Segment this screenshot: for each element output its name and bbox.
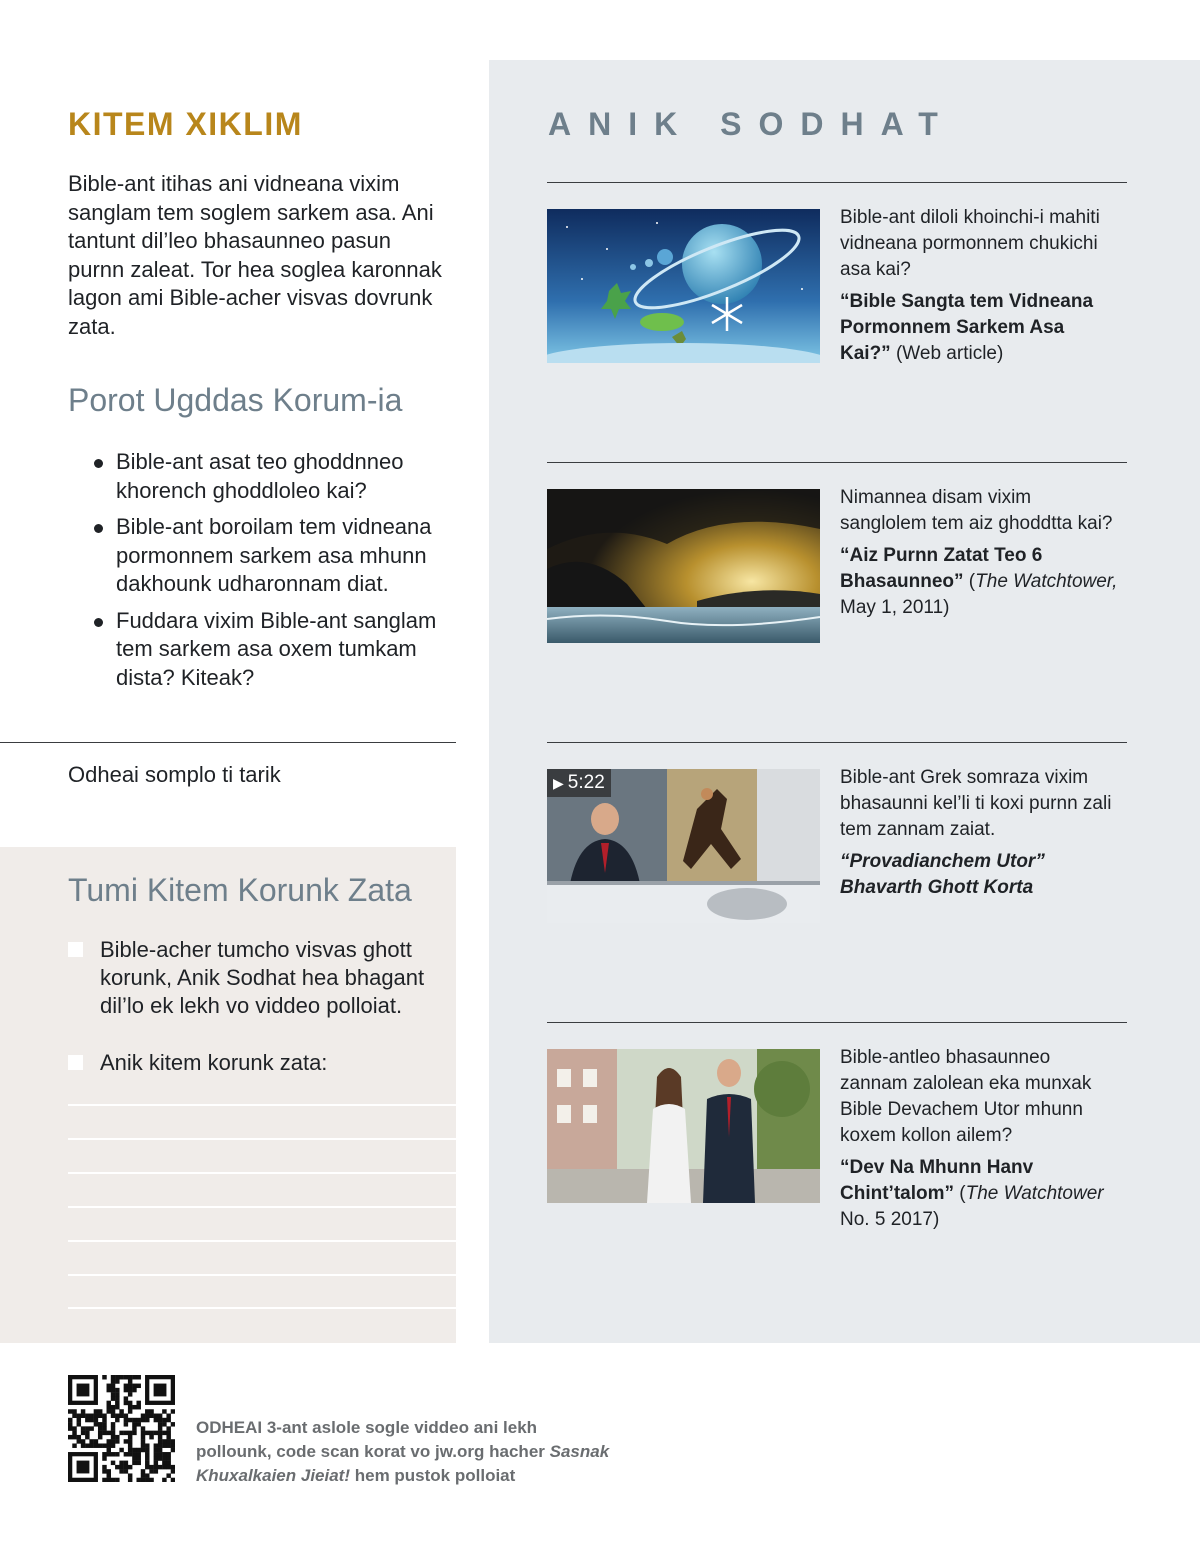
qr-code[interactable]	[68, 1375, 175, 1482]
experience-article-thumbnail[interactable]	[547, 1049, 820, 1203]
summary-text: Bible-ant itihas ani vidneana vixim sanglam tem soglem sarkem asa. Ani tantunt dil’leo bhasaunneo pasun purnn zaleat. Tor hea soglea karonnak lagon ami Bible-acher visvas dovrunk zata.	[68, 171, 442, 339]
explore-item-text: Nimannea disam vixim sanglolem tem aiz ghoddtta kai? “Aiz Purnn Zatat Teo 6 Bhasaunneo” (The Watchtower, May 1, 2011)	[840, 487, 1118, 618]
checkbox[interactable]	[68, 942, 83, 957]
explore-heading: ANIK SODHAT	[548, 106, 955, 142]
divider	[547, 1022, 1127, 1023]
writing-line[interactable]	[68, 1104, 456, 1106]
bullet-icon	[94, 618, 103, 627]
goal-box	[0, 847, 456, 1343]
bullet-icon	[94, 524, 103, 533]
next-study-date-label: Odheai somplo ti tarik	[68, 762, 281, 787]
review-question: Bible-ant boroilam tem vidneana pormonnem sarkem asa mhunn dakhounk udharonnam diat.	[92, 513, 462, 599]
prophecy-article-thumbnail[interactable]	[547, 489, 820, 643]
video-duration-badge: ▶ 5:22	[547, 769, 611, 797]
writing-line[interactable]	[68, 1307, 456, 1309]
bullet-icon	[94, 459, 103, 468]
divider	[547, 742, 1127, 743]
writing-line[interactable]	[68, 1274, 456, 1276]
divider	[0, 742, 456, 743]
review-questions-list	[92, 448, 462, 700]
goal-item: Bible-acher tumcho visvas ghott korunk, Anik Sodhat hea bhagant dil’lo ek lekh vo viddeo polloiat.	[68, 936, 438, 1020]
review-heading: Porot Ugddas Korum-ia	[68, 382, 403, 418]
explore-item-text: Bible-ant diloli khoinchi-i mahiti vidneana pormonnem chukichi asa kai? “Bible Sangta tem Vidneana Pormonnem Sarkem Asa Kai?” (Web article)	[840, 207, 1100, 364]
goal-heading: Tumi Kitem Korunk Zata	[68, 872, 412, 908]
writing-line[interactable]	[68, 1138, 456, 1140]
checkbox[interactable]	[68, 1055, 83, 1070]
divider	[547, 182, 1127, 183]
science-article-thumbnail[interactable]	[547, 209, 820, 363]
article-title-link[interactable]: “Bible Sangta tem Vidneana Pormonnem Sarkem Asa Kai?”	[840, 291, 1094, 364]
writing-line[interactable]	[68, 1172, 456, 1174]
writing-line[interactable]	[68, 1240, 456, 1242]
goal-item: Anik kitem korunk zata:	[68, 1049, 438, 1077]
review-question: Fuddara vixim Bible-ant sanglam tem sarkem asa oxem tumkam dista? Kiteak?	[92, 607, 462, 693]
footer-instructions: ODHEAI 3-ant aslole sogle viddeo ani lekh pollounk, code scan korat vo jw.org hacher Sasnak Khuxalkaien Jieiat! hem pustok polloiat	[196, 1418, 610, 1485]
article-title-link[interactable]: “Dev Na Mhunn Hanv Chint’talom”	[840, 1157, 1034, 1204]
summary-heading: KITEM XIKLIM	[68, 106, 303, 142]
explore-item-text: Bible-ant Grek somraza vixim bhasaunni kel’li ti koxi purnn zali tem zannam zaiat. “Provadianchem Utor” Bhavarth Ghott Korta	[840, 767, 1112, 898]
article-title-link[interactable]: “Aiz Purnn Zatat Teo 6 Bhasaunneo”	[840, 545, 1043, 592]
divider	[547, 462, 1127, 463]
explore-item-text: Bible-antleo bhasaunneo zannam zalolean eka munxak Bible Devachem Utor mhunn koxem kollon ailem? “Dev Na Mhunn Hanv Chint’talom” (The Watchtower No. 5 2017)	[840, 1047, 1104, 1230]
play-icon[interactable]: ▶	[553, 775, 564, 791]
review-question: Bible-ant asat teo ghoddnneo khorench ghoddloleo kai?	[92, 448, 462, 505]
video-title-link[interactable]: “Provadianchem Utor”	[840, 851, 1045, 872]
writing-line[interactable]	[68, 1206, 456, 1208]
video-thumbnail[interactable]	[547, 769, 820, 923]
